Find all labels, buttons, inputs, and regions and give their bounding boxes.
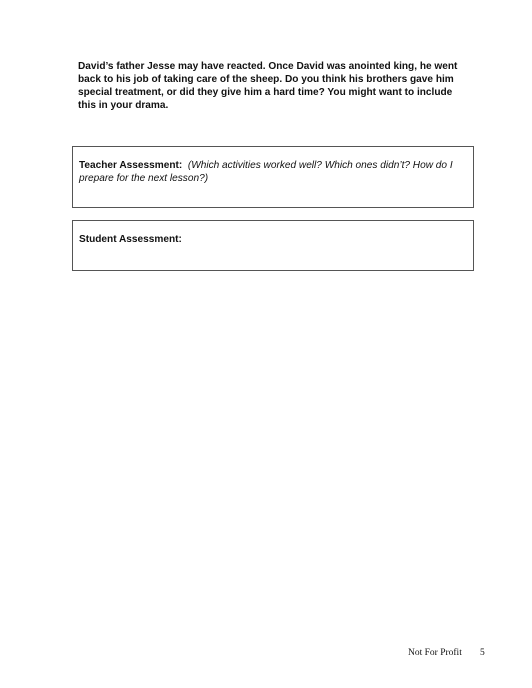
intro-line-4: this in your drama. — [78, 100, 169, 111]
teacher-assessment-prompt-line-1: (Which activities worked well? Which ones didn’t? How do I — [187, 160, 453, 171]
teacher-assessment-box — [72, 146, 474, 208]
intro-line-2: back to his job of taking care of the sheep. Do you think his brothers gave him — [78, 74, 454, 85]
intro-line-1: David’s father Jesse may have reacted. Once David was anointed king, he went — [78, 61, 458, 72]
intro-paragraph — [78, 60, 483, 112]
footer-label: Not For Profit — [408, 648, 462, 658]
page-number: 5 — [480, 648, 485, 658]
student-assessment-text — [79, 233, 469, 246]
teacher-assessment-prompt-line-2: prepare for the next lesson?) — [79, 173, 209, 184]
teacher-assessment-label: Teacher Assessment: — [79, 160, 183, 171]
student-assessment-label: Student Assessment: — [79, 234, 182, 245]
teacher-assessment-text — [79, 159, 469, 185]
student-assessment-box — [72, 220, 474, 271]
intro-line-3: special treatment, or did they give him a hard time? You might want to include — [78, 87, 453, 98]
